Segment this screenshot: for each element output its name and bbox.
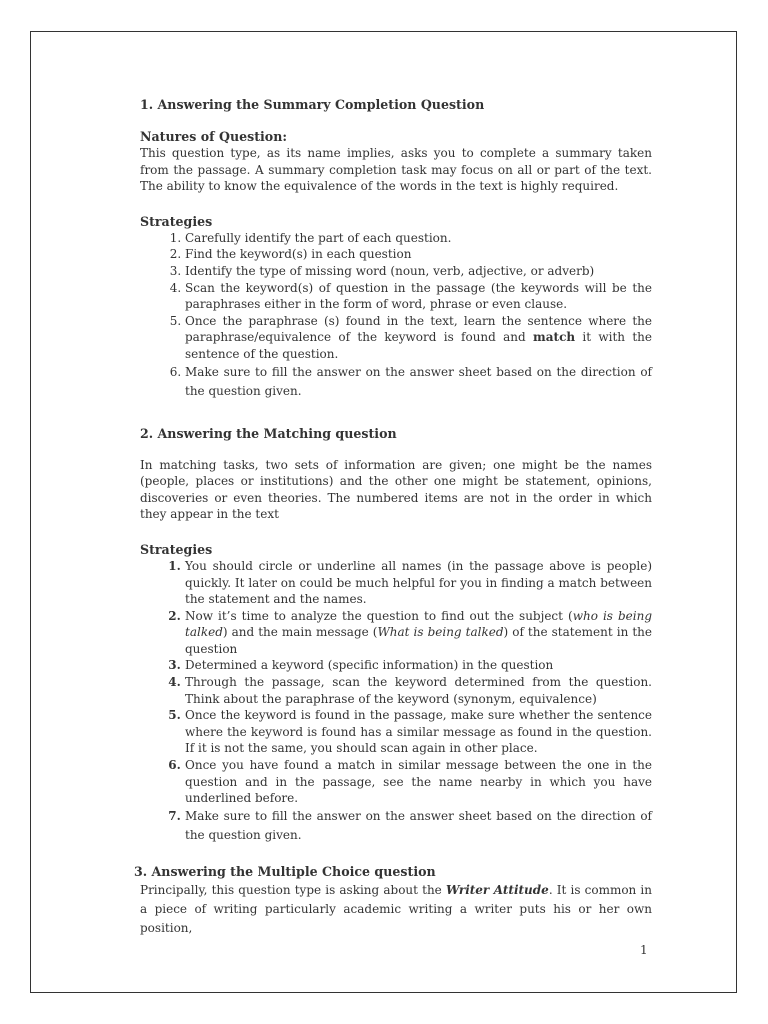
list-item: 7. Make sure to fill the answer on the answer sheet based on the direction of the question given.	[185, 807, 652, 845]
list-item: 4. Through the passage, scan the keyword determined from the question. Think about the paraphrase of the keyword (synonym, equivalence)	[185, 674, 652, 707]
text-run: it with the sentence of the question.	[185, 330, 653, 361]
multiple-choice-paragraph	[140, 881, 652, 938]
natures-paragraph: This question type, as its name implies, asks you to complete a summary taken from the passage. A summary completion task may focus on all or part of the text. The ability to know the equivalence of the words in the text is highly required.	[140, 146, 652, 194]
document-body	[134, 96, 653, 938]
list-item	[185, 313, 652, 363]
italic-phrase: What is being talked	[377, 625, 504, 640]
list-item: 6. Make sure to fill the answer on the answer sheet based on the direction of the question given.	[185, 363, 652, 401]
list-item: 5. Once the keyword is found in the passage, make sure whether the sentence where the keyword is found has a similar message as found in the question. If it is not the same, you should scan again in other place.	[185, 707, 652, 757]
bold-italic-phrase: Writer Attitude	[445, 882, 549, 897]
section-2-strategy-list	[140, 558, 652, 845]
list-item	[185, 608, 652, 658]
text-run: Principally, this question type is asking about the	[140, 882, 446, 897]
text-run: Now it’s time to analyze the question to find out the subject (	[185, 608, 573, 623]
list-item: 2. Find the keyword(s) in each question	[185, 246, 652, 263]
strategies-label: Strategies	[140, 213, 213, 229]
section-1-strategy-list	[140, 230, 652, 401]
strategies-label: Strategies	[140, 541, 213, 557]
list-item: 6. Once you have found a match in similar message between the one in the question and in the passage, see the name nearby in which you have underlined before.	[185, 757, 652, 807]
text-run: ) of the statement in the question	[185, 625, 652, 656]
list-item: 1. Carefully identify the part of each question.	[185, 230, 652, 247]
page-number: 1	[640, 943, 648, 957]
italic-phrase: who is being talked	[185, 608, 652, 640]
list-item: 3. Determined a keyword (specific information) in the question	[185, 657, 652, 674]
section-1-heading: 1. Answering the Summary Completion Question	[140, 97, 485, 112]
text-run: Once the paraphrase (s) found in the text, learn the sentence where the paraphrase/equivalence of the keyword is found and	[185, 313, 652, 345]
text-run: . It is common in a piece of writing particularly academic writing a writer puts his or her own position,	[140, 882, 652, 935]
list-item: 3. Identify the type of missing word (noun, verb, adjective, or adverb)	[185, 263, 652, 280]
list-item: 4. Scan the keyword(s) of question in the passage (the keywords will be the paraphrases either in the form of word, phrase or even clause.	[185, 280, 652, 313]
section-2-heading: 2. Answering the Matching question	[140, 425, 397, 441]
bold-word: match	[533, 330, 576, 345]
matching-intro-paragraph: In matching tasks, two sets of information are given; one might be the names (people, places or institutions) and the other one might be statement, opinions, discoveries or even theories. The numbered items are not in the order in which they appear in the text	[140, 457, 652, 522]
text-run: ) and the main message (	[222, 625, 378, 640]
section-3-heading: 3. Answering the Multiple Choice question	[134, 863, 436, 879]
natures-label: Natures of Question:	[140, 129, 288, 144]
list-item: 1. You should circle or underline all names (in the passage above is people) quickly. It later on could be much helpful for you in finding a match between the statement and the names.	[185, 558, 652, 608]
